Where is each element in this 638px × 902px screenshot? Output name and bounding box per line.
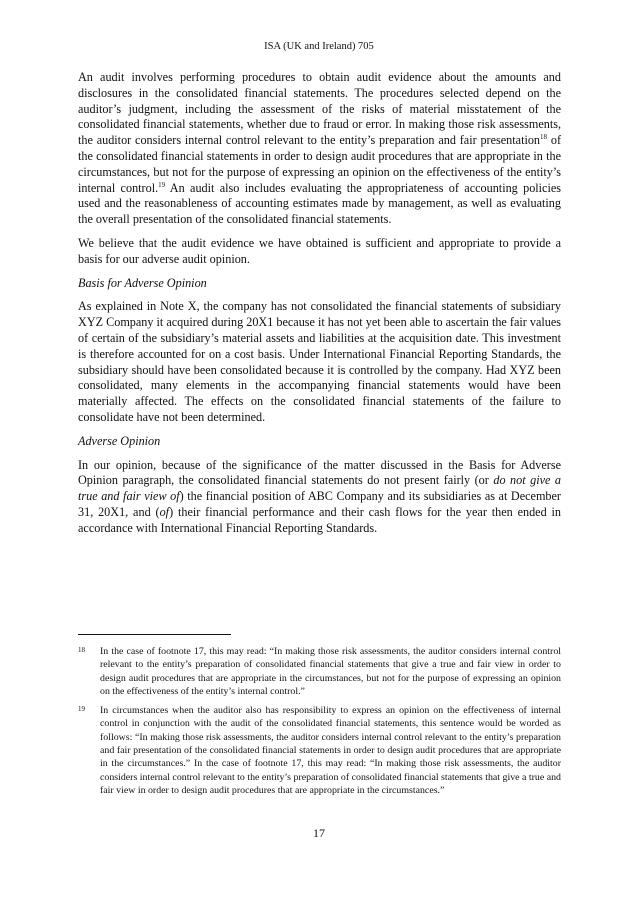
paragraph-text: An audit also includes evaluating the appropriateness of accounting policies used and the reasonableness of accounting estimates made by management, as well as evaluating the overall presentation of the consolidated financial statements. xyxy=(78,180,562,227)
footnote-text: In circumstances when the auditor also has responsibility to express an opinion on the effectiveness of internal control in conjunction with the audit of the consolidated financial statements, this sentence would be worded as follows: “In making those risk assessments, the auditor considers internal control relevant to the entity’s preparation and fair presentation of the consolidated financial statements in order to design audit procedures that are appropriate in the circumstances.” In the case of footnote 17, this may read: “In making those risk assessments, the auditor considers internal control relevant to the entity’s preparation of consolidated financial statements that give a true and fair view in order to design audit procedures that are appropriate in the circumstances.” xyxy=(100,705,561,796)
footnote-ref-19[interactable]: 19 xyxy=(158,180,166,189)
paragraph-text: ) their financial performance and their cash flows for the year then ended in accordance with International Financial Reporting Standards. xyxy=(78,504,561,535)
footnote-19 xyxy=(78,704,561,797)
heading-basis-for-adverse-opinion: Basis for Adverse Opinion xyxy=(78,275,207,290)
paragraph-audit-procedures xyxy=(78,70,561,228)
paragraph-text: of the consolidated financial statements in order to design audit procedures that are appropriate in the circumstances, but not for the purpose of expressing an opinion on the effectiveness of the entity’s internal control. xyxy=(78,133,561,195)
running-header: ISA (UK and Ireland) 705 xyxy=(264,41,374,52)
italic-alternative-text: of xyxy=(159,504,170,519)
footnote-number: 19 xyxy=(78,705,85,714)
paragraph-basis: As explained in Note X, the company has not consolidated the financial statements of subsidiary XYZ Company it acquired during 20X1 because it has not yet been able to ascertain the fair values of certain of the subsidiary’s material assets and liabilities at the acquisition date. This investment is therefore accounted for on a cost basis. Under International Financial Reporting Standards, the subsidiary should have been consolidated because it is controlled by the company. Had XYZ been consolidated, many elements in the accompanying financial statements would have been materially affected. The effects on the consolidated financial statements of the failure to consolidate have not been determined. xyxy=(78,299,561,424)
footnote-ref-18[interactable]: 18 xyxy=(540,133,548,142)
footnotes xyxy=(78,645,561,803)
footnote-separator xyxy=(78,634,231,635)
page-number: 17 xyxy=(313,826,325,840)
footnote-number: 18 xyxy=(78,646,85,654)
footnote-18 xyxy=(78,645,561,698)
footnote-text: In the case of footnote 17, this may read: “In making those risk assessments, the auditor considers internal control relevant to the entity’s preparation of consolidated financial statements that give a true and fair view in order to design audit procedures that are appropriate in the circumstances, but not for the purpose of expressing an opinion on the effectiveness of the entity’s internal control.” xyxy=(100,646,561,697)
body-text xyxy=(78,70,561,545)
paragraph-text: An audit involves performing procedures to obtain audit evidence about the amounts and disclosures in the consolidated financial statements. The procedures selected depend on the auditor’s judgment, including the assessment of the risks of material misstatement of the consolidated financial statements, whether due to fraud or error. In making those risk assessments, the auditor considers internal control relevant to the entity’s preparation and fair presentation xyxy=(78,70,561,148)
italic-alternative-text: do not give a true and fair view of xyxy=(78,473,561,504)
paragraph-evidence-sufficiency: We believe that the audit evidence we have obtained is sufficient and appropriate to provide a basis for our adverse audit opinion. xyxy=(78,235,561,266)
paragraph-text: ) the financial position of ABC Company and its subsidiaries as at December 31, 20X1, and ( xyxy=(78,489,561,519)
heading-adverse-opinion: Adverse Opinion xyxy=(78,433,161,448)
paragraph-text: In our opinion, because of the significance of the matter discussed in the Basis for Adverse Opinion paragraph, the consolidated financial statements do not present fairly (or xyxy=(78,457,561,488)
paragraph-adverse-opinion xyxy=(78,458,561,537)
